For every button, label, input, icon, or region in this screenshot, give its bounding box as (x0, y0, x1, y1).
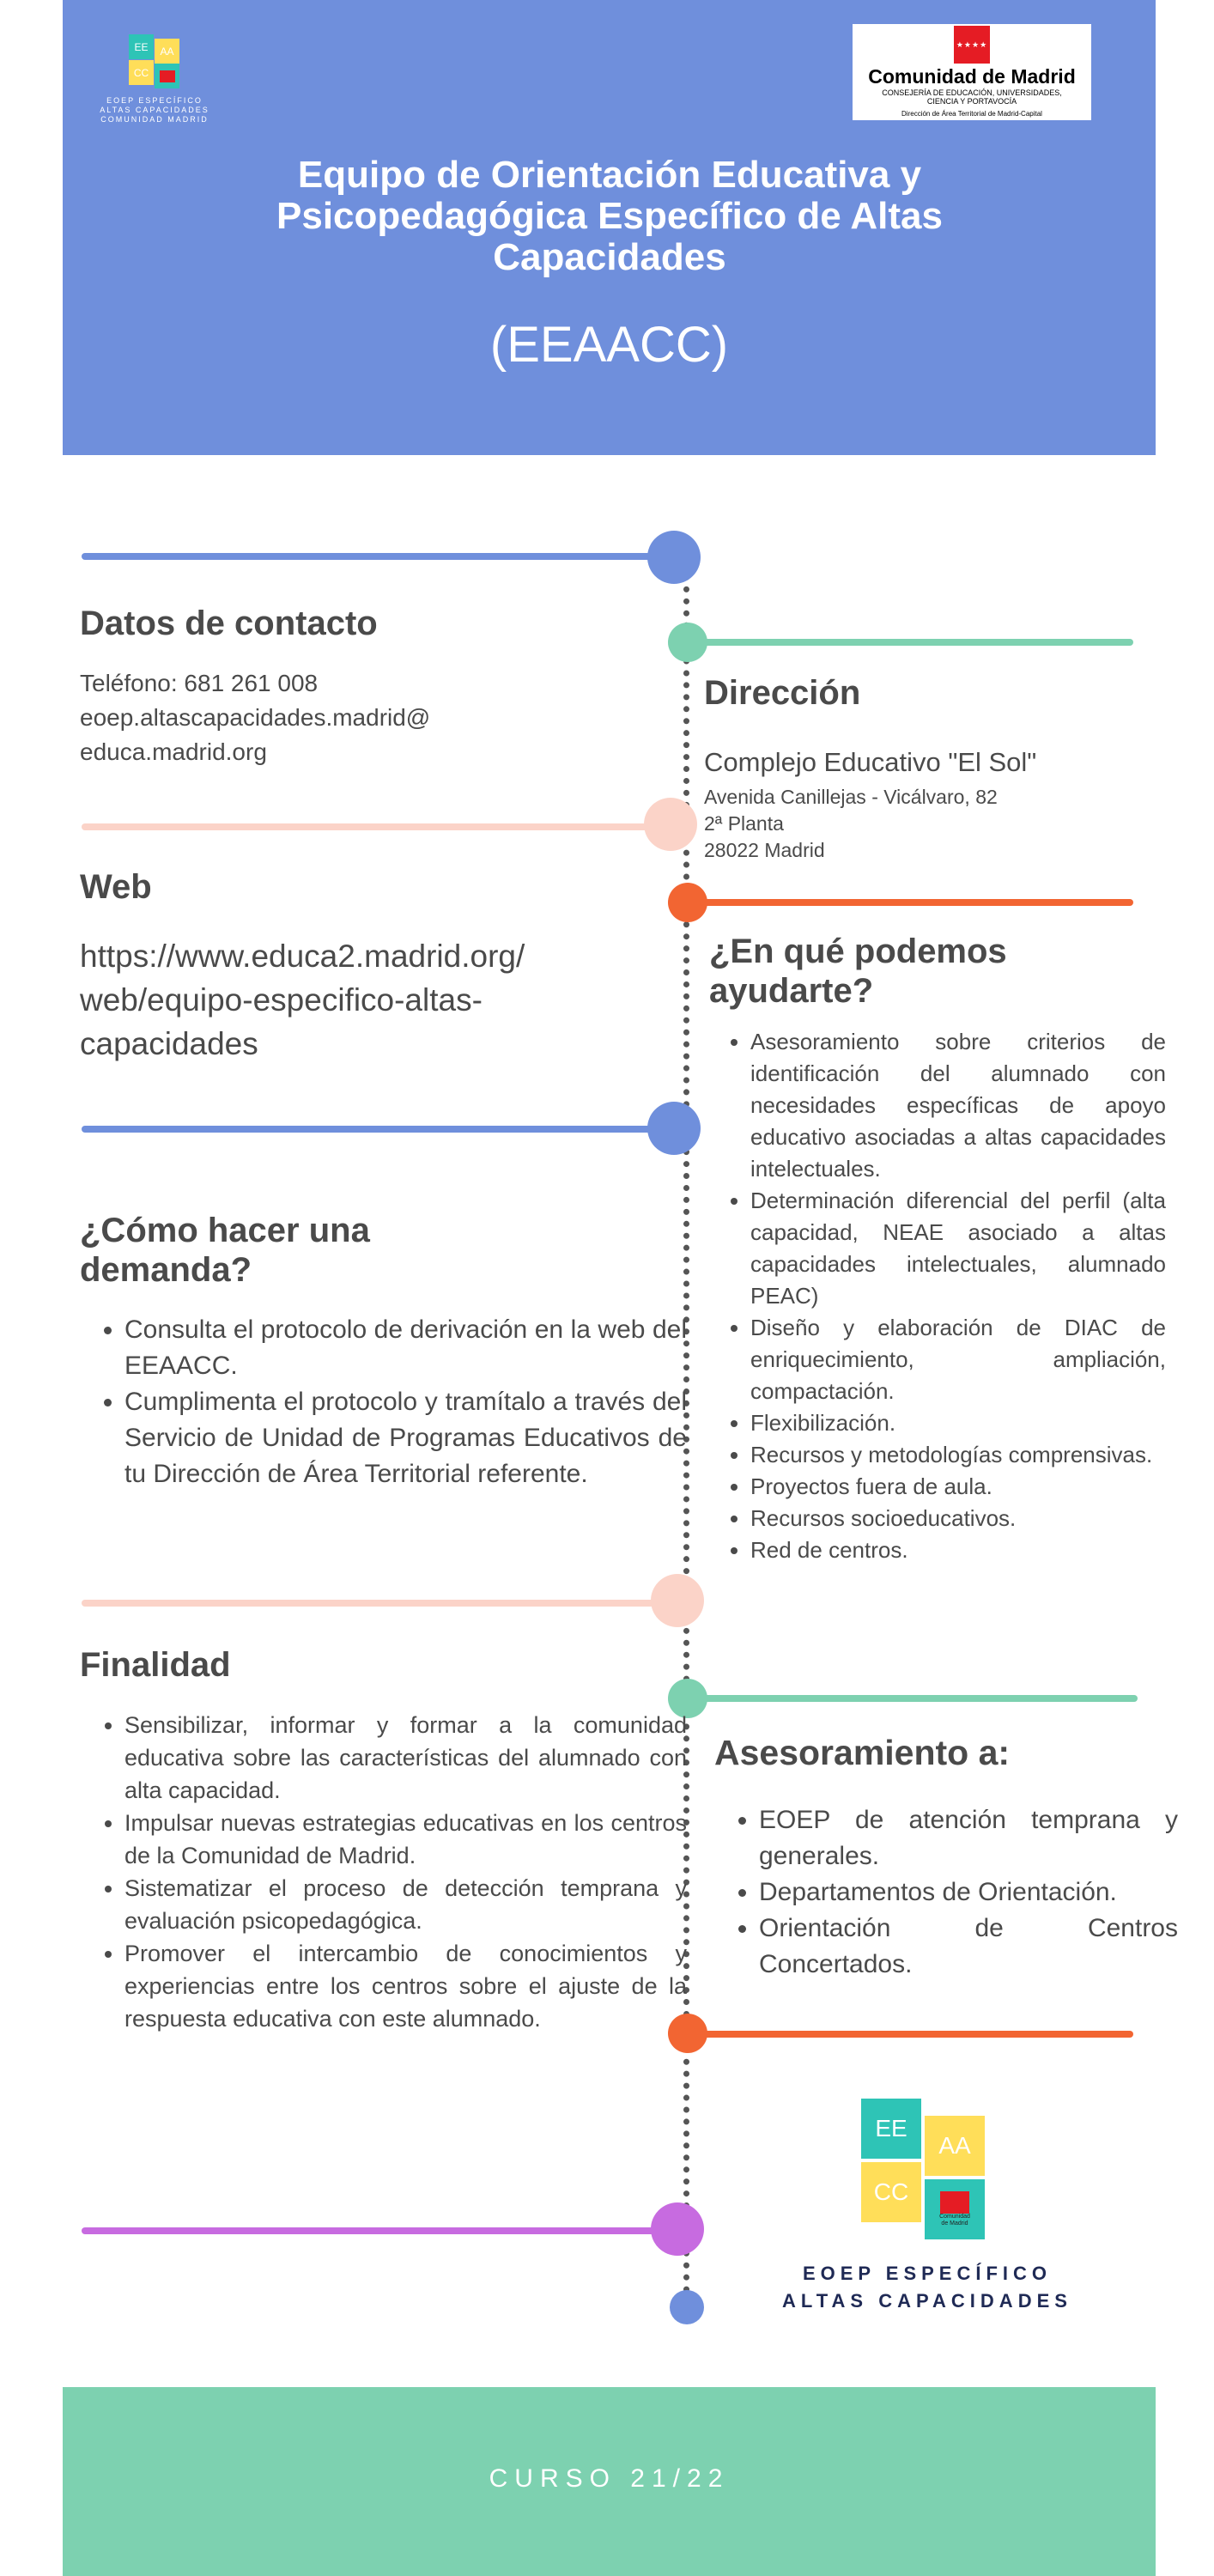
cm-logo-footer: Dirección de Área Territorial de Madrid-Capital (901, 110, 1042, 118)
timeline-node-blue-1 (647, 531, 701, 584)
help-list (706, 1026, 1166, 1566)
timeline-node-peach-1 (644, 798, 697, 851)
list-item: • Proyectos fuera de aula. (750, 1471, 1166, 1503)
demand-heading: ¿Cómo hacer una demanda? (80, 1212, 370, 1289)
purpose-list (80, 1709, 687, 2035)
contact-phone: Teléfono: 681 261 008 (80, 670, 319, 696)
help-heading: ¿En qué podemos ayudarte? (709, 933, 1007, 1010)
contact-heading: Datos de contacto (80, 605, 378, 642)
list-item: • Determinación diferencial del perfil (alta capacidad, NEAE asociado a altas capacidades intelectuales, alumnado PEAC) (750, 1185, 1166, 1312)
connector-green-1 (700, 639, 1133, 646)
web-link[interactable]: https://www.educa2.madrid.org/ web/equipo-especifico-altas- capacidades (80, 939, 525, 1061)
logo-tile-cc: CC (129, 60, 154, 85)
list-item: • Asesoramiento sobre criterios de identificación del alumnado con necesidades específicas de apoyo educativo asociadas a altas capacidades intelectuales. (750, 1026, 1166, 1185)
logo-tile-madrid: Comunidad de Madrid (925, 2179, 985, 2239)
advice-list (714, 1802, 1178, 1983)
list-item: • Orientación de Centros Concertados. (759, 1911, 1178, 1983)
connector-peach-1 (82, 823, 665, 830)
address-place: Complejo Educativo "El Sol" (704, 747, 1037, 777)
list-item: • Consulta el protocolo de derivación en la web del EEAACC. (124, 1312, 687, 1384)
cm-logo-title: Comunidad de Madrid (868, 65, 1076, 88)
page-title: Equipo de Orientación Educativa y Psicopedagógica Específico de Altas Capacidades (276, 154, 943, 278)
logo-tile-emblem (155, 64, 179, 88)
timeline-node-purple (651, 2202, 704, 2256)
contact-email-line-2[interactable]: educa.madrid.org (80, 738, 267, 765)
logo-tile-ee: EE (129, 34, 154, 59)
connector-blue-1 (82, 553, 674, 560)
address-heading: Dirección (704, 674, 861, 712)
list-item: • Cumplimenta el protocolo y tramítalo a través del Servicio de Unidad de Programas Educativos de tu Dirección de Área Territorial referente. (124, 1384, 687, 1492)
list-item: • Recursos y metodologías comprensivas. (750, 1439, 1166, 1471)
list-item: • Red de centros. (750, 1534, 1166, 1566)
eeaacc-logo (861, 2099, 988, 2241)
logo-tile-aa: AA (925, 2116, 985, 2176)
madrid-flag-icon (940, 2191, 969, 2214)
list-item: • Departamentos de Orientación. (759, 1874, 1178, 1911)
web-heading: Web (80, 868, 152, 906)
acronym: (EEAACC) (489, 317, 729, 373)
demand-list (80, 1312, 687, 1492)
advice-heading: Asesoramiento a: (714, 1733, 1011, 1772)
connector-peach-2 (82, 1600, 674, 1607)
contact-email-line-1[interactable]: eoep.altascapacidades.madrid@ (80, 704, 431, 731)
timeline-node-blue-2 (647, 1102, 701, 1155)
contact-details (80, 666, 430, 769)
logo-tile-ee: EE (861, 2099, 921, 2159)
eeaacc-small-logo (129, 34, 180, 86)
list-item: • Recursos socioeducativos. (750, 1503, 1166, 1534)
cm-logo-subtitle: CONSEJERÍA DE EDUCACIÓN, UNIVERSIDADES, CIENCIA Y PORTAVOCÍA (882, 88, 1062, 106)
connector-orange-2 (700, 2031, 1133, 2038)
madrid-stars-emblem: ★★★★ (954, 26, 990, 64)
connector-green-2 (700, 1695, 1138, 1702)
logo-tile-aa: AA (155, 39, 179, 64)
timeline-node-end (670, 2290, 704, 2324)
list-item: • Flexibilización. (750, 1407, 1166, 1439)
address-lines: Avenida Canillejas - Vicálvaro, 82 2ª Planta 28022 Madrid (704, 786, 998, 861)
list-item: • Promover el intercambio de conocimientos y experiencias entre los centros sobre el ajuste de la respuesta educativa con este alumnado. (124, 1937, 687, 2035)
course-label: CURSO 21/22 (489, 2464, 730, 2493)
connector-blue-2 (82, 1126, 674, 1133)
logo-tile-cc: CC (861, 2162, 921, 2222)
list-item: • EOEP de atención temprana y generales. (759, 1802, 1178, 1874)
list-item: • Sistematizar el proceso de detección temprana y evaluación psicopedagógica. (124, 1872, 687, 1937)
comunidad-madrid-logo (853, 24, 1091, 120)
bottom-logo-caption: EOEP ESPECÍFICO ALTAS CAPACIDADES (782, 2263, 1072, 2312)
list-item: • Impulsar nuevas estrategias educativas en los centros de la Comunidad de Madrid. (124, 1807, 687, 1872)
timeline-node-peach-2 (651, 1574, 704, 1627)
connector-orange-1 (700, 899, 1133, 906)
list-item: • Diseño y elaboración de DIAC de enriquecimiento, ampliación, compactación. (750, 1312, 1166, 1407)
connector-purple (82, 2227, 665, 2234)
list-item: • Sensibilizar, informar y formar a la comunidad educativa sobre las características del alumnado con alta capacidad. (124, 1709, 687, 1807)
small-logo-caption: EOEP ESPECÍFICO ALTAS CAPACIDADES COMUNIDAD MADRID (100, 96, 209, 124)
purpose-heading: Finalidad (80, 1646, 231, 1684)
